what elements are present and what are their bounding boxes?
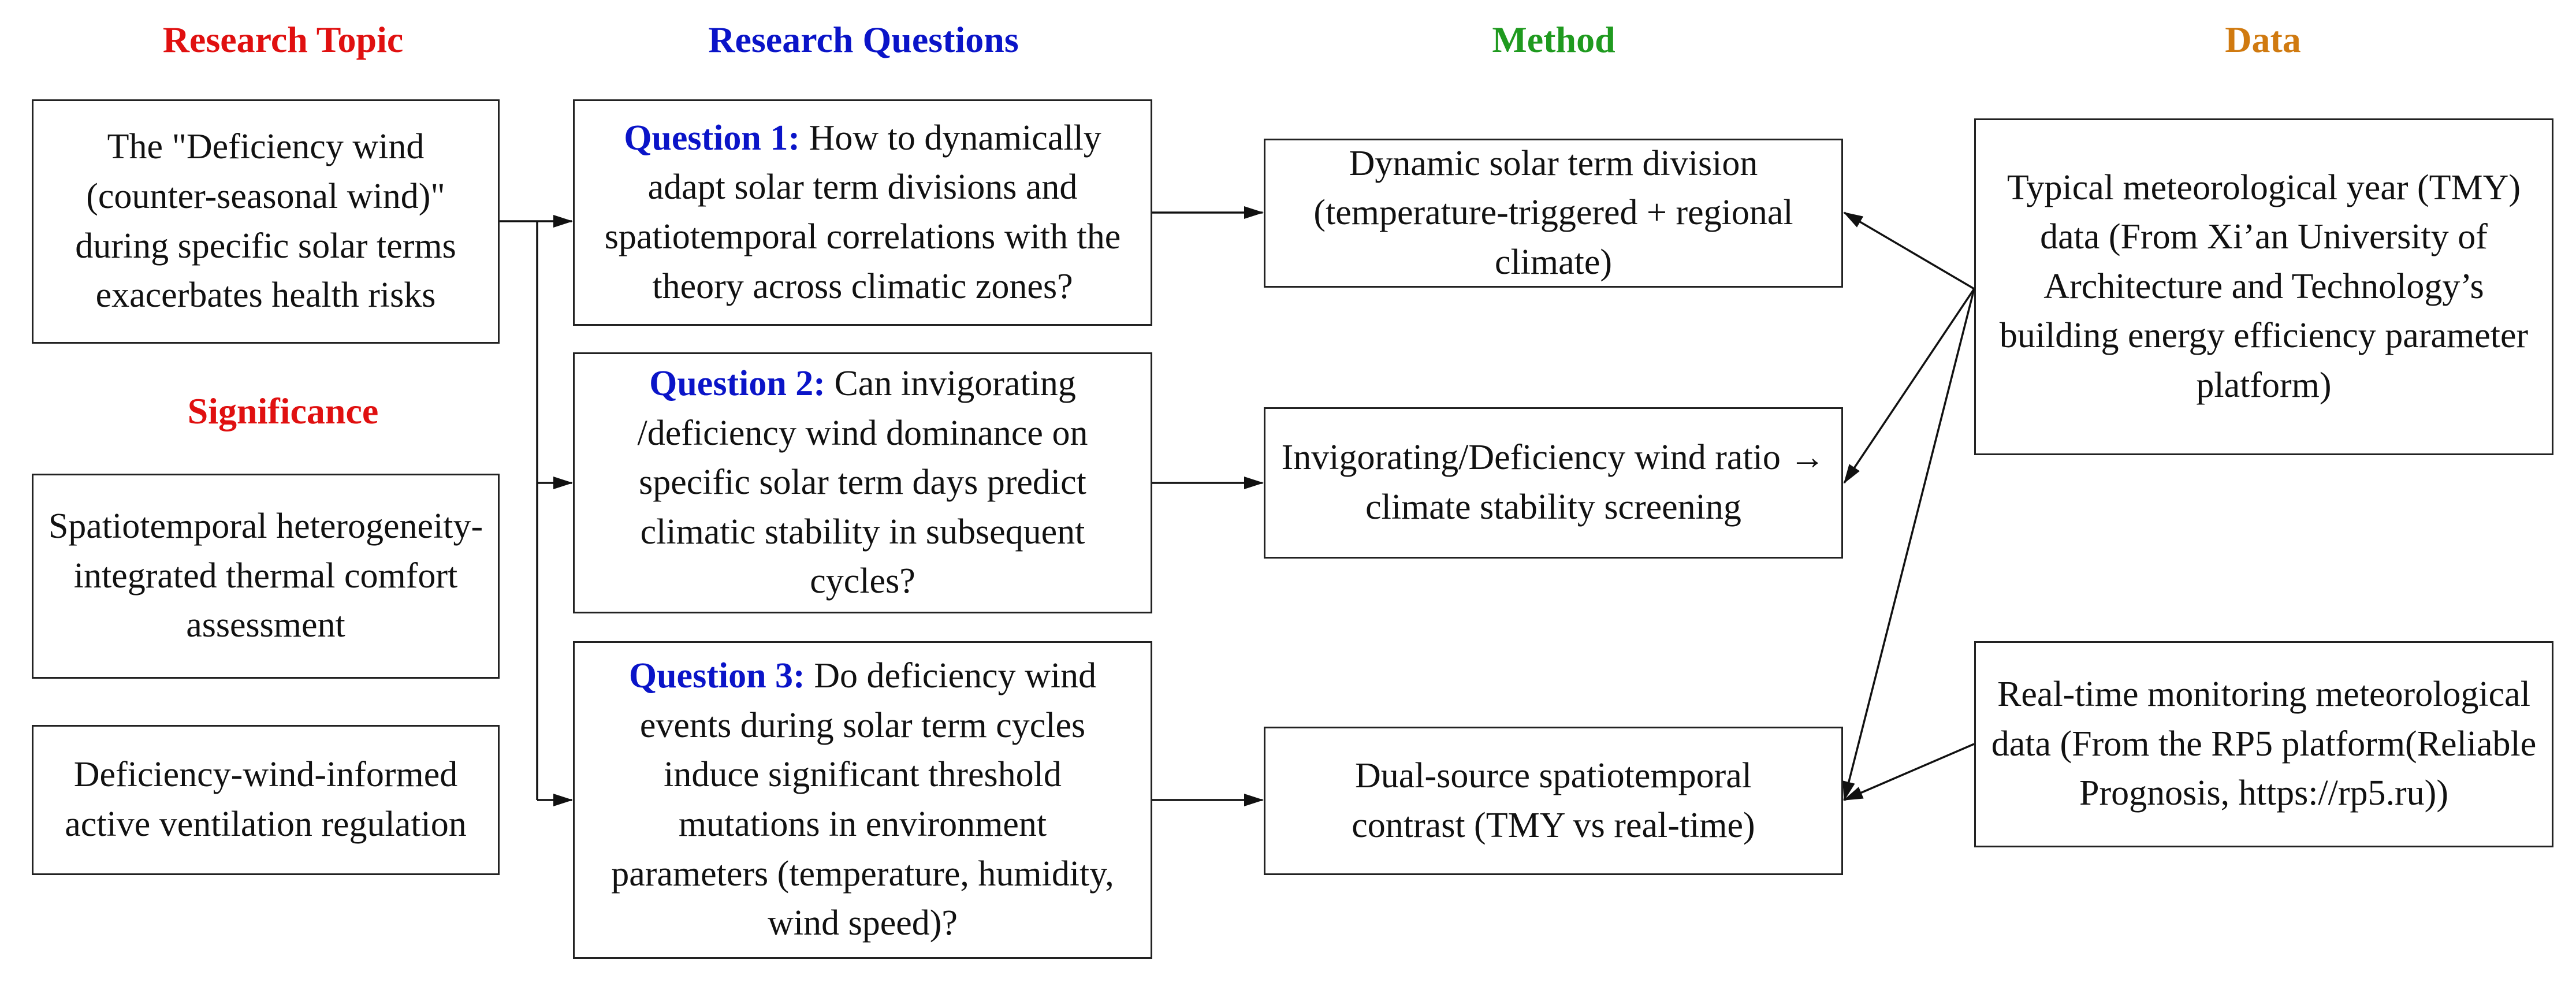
method-3-text: Dual-source spatiotemporal contrast (TMY vs real-time): [1352, 756, 1755, 845]
question-2-text: Can invigorating /deficiency wind dominance on specific solar term days predict climatic stability in subsequent cycles?: [637, 364, 1088, 601]
heading-method: Method: [1492, 19, 1615, 60]
question-3-text: Do deficiency wind events during solar term cycles induce significant threshold mutations in environment parameters (temperature, humidity, wind speed)?: [611, 656, 1114, 943]
research-topic-text: The "Deficiency wind (counter-seasonal wind)" during specific solar terms exacerbates health risks: [75, 127, 456, 315]
arrow-tmy-to-method3: [1844, 289, 1974, 800]
heading-research-questions: Research Questions: [708, 19, 1019, 60]
question-2-label: Question 2:: [649, 364, 825, 404]
heading-significance: Significance: [187, 390, 379, 431]
data-tmy-text: Typical meteorological year (TMY) data (From Xi’an University of Architecture and Technology’s building energy efficiency parameter platform): [1999, 168, 2529, 405]
question-3-label: Question 3:: [628, 656, 805, 696]
method-1-text: Dynamic solar term division (temperature-triggered + regional climate): [1313, 143, 1793, 282]
significance-text: Spatiotemporal heterogeneity-integrated thermal comfort assessment: [48, 507, 483, 645]
heading-research-topic: Research Topic: [162, 19, 404, 60]
arrow-rp5-to-method3: [1844, 744, 1974, 800]
question-1-label: Question 1:: [624, 118, 801, 158]
arrow-tmy-to-method1: [1844, 213, 1974, 289]
heading-data: Data: [2225, 19, 2301, 60]
question-1-text: How to dynamically adapt solar term divisions and spatiotemporal correlations with the theory across climatic zones?: [604, 118, 1121, 306]
method-2-text: Invigorating/Deficiency wind ratio → climate stability screening: [1281, 438, 1826, 527]
arrow-tmy-to-method2: [1844, 289, 1974, 483]
data-rp5-text: Real-time monitoring meteorological data (From the RP5 platform(Reliable Prognosis, https://rp5.ru)): [1991, 675, 2537, 813]
significance-text: Deficiency-wind-informed active ventilation regulation: [65, 755, 467, 844]
